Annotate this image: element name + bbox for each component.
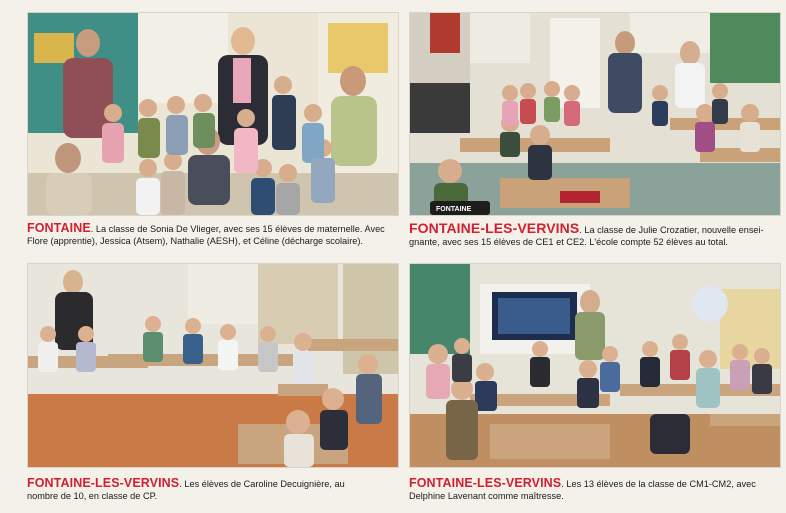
- photo-tag-text: FONTAINE: [436, 206, 472, 213]
- caption-place: FONTAINE-LES-VERVINS: [409, 220, 580, 236]
- caption-maternelle: [27, 222, 399, 247]
- caption-text-line2: Delphine Lavenant comme maîtresse.: [409, 491, 564, 501]
- photo-maternelle-class: [27, 12, 399, 216]
- photo-cm1-cm2-scene: [410, 264, 780, 467]
- caption-text-line1: . Les 13 élèves de la classe de CM1-CM2, avec: [561, 479, 756, 489]
- photo-cp-class: [27, 263, 399, 468]
- caption-cp: [27, 477, 399, 502]
- caption-place: FONTAINE-LES-VERVINS: [27, 476, 180, 490]
- caption-text-line2: gnante, avec ses 15 élèves de CE1 et CE2. L'école compte 52 élèves au total.: [409, 237, 728, 247]
- photo-cp-scene: [28, 264, 398, 467]
- photo-ce1-ce2-scene: [410, 13, 780, 215]
- caption-ce1-ce2: [409, 222, 781, 248]
- photo-ce1-ce2-class: [409, 12, 781, 216]
- caption-place: FONTAINE-LES-VERVINS: [409, 476, 562, 490]
- photo-maternelle-scene: [28, 13, 398, 215]
- caption-text-line1: . La classe de Sonia De Vlieger, avec ses 15 élèves de maternelle. Avec: [90, 224, 385, 234]
- photo-cm1-cm2-class: [409, 263, 781, 468]
- caption-text-line2: Flore (apprentie), Jessica (Atsem), Nathalie (AESH), et Céline (décharge scolaire).: [27, 236, 363, 246]
- caption-cm1-cm2: [409, 477, 781, 502]
- caption-text-line1: . Les élèves de Caroline Decuignière, au: [179, 479, 345, 489]
- caption-text-line2: nombre de 10, en classe de CP.: [27, 491, 158, 501]
- caption-place: FONTAINE: [27, 221, 91, 235]
- caption-text-line1: . La classe de Julie Crozatier, nouvelle ensei-: [579, 225, 764, 235]
